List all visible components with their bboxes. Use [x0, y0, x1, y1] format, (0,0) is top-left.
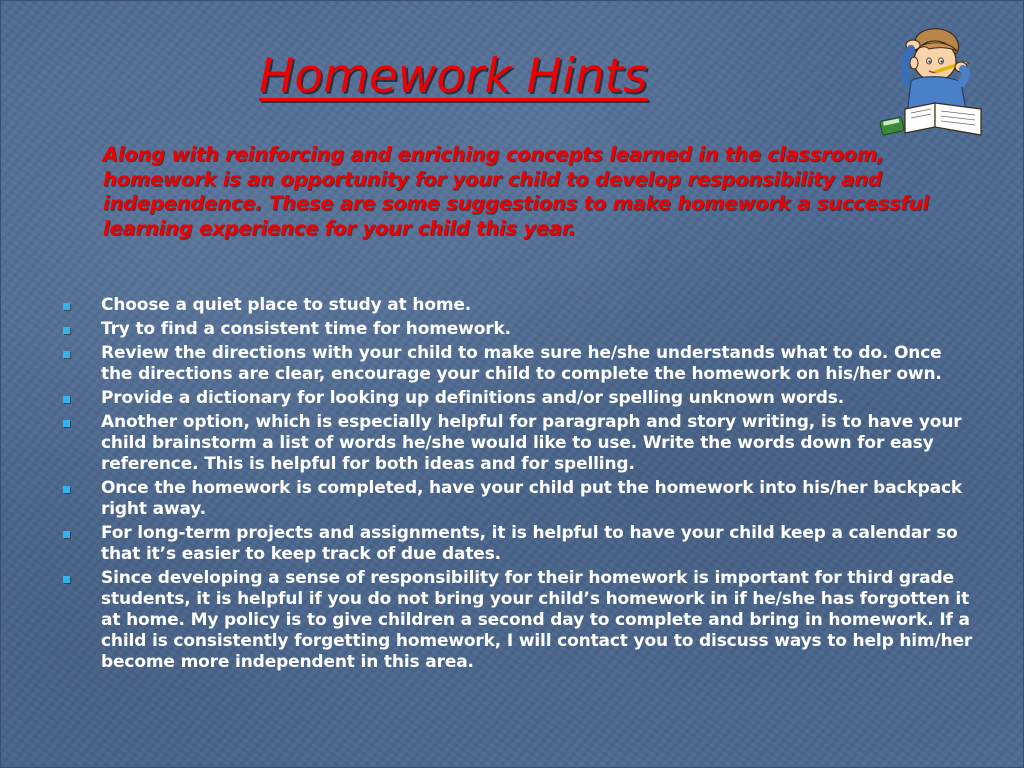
- list-item-text: Try to find a consistent time for homework.: [101, 319, 511, 339]
- square-bullet-icon: [63, 303, 70, 310]
- list-item: [63, 568, 978, 673]
- list-item: [63, 295, 978, 316]
- list-item: [63, 478, 978, 520]
- child-doing-homework-icon: [877, 23, 993, 139]
- list-item: [63, 412, 978, 475]
- list-item: [63, 388, 978, 409]
- list-item-text: Another option, which is especially helpful for paragraph and story writing, is to have your child brainstorm a list of words he/she would like to use. Write the words down for easy reference. This is helpful for both ideas and for spelling.: [101, 412, 962, 474]
- slide-title: Homework Hints: [259, 49, 648, 104]
- hints-list: [63, 295, 978, 676]
- child-doing-homework-icon-drawing: [877, 23, 993, 139]
- square-bullet-icon: [63, 486, 70, 493]
- square-bullet-icon: [63, 420, 70, 427]
- square-bullet-icon: [63, 351, 70, 358]
- list-item: [63, 523, 978, 565]
- intro-paragraph: Along with reinforcing and enriching concepts learned in the classroom, homework is an opportunity for your child to develop responsibility and independence. These are some suggestions to make homework a successful learning experience for your child this year.: [103, 143, 929, 240]
- square-bullet-icon: [63, 396, 70, 403]
- list-item-text: For long-term projects and assignments, it is helpful to have your child keep a calendar so that it’s easier to keep track of due dates.: [101, 523, 958, 564]
- list-item-text: Provide a dictionary for looking up definitions and/or spelling unknown words.: [101, 388, 845, 408]
- list-item: [63, 319, 978, 340]
- list-item-text: Since developing a sense of responsibility for their homework is important for third grade students, it is helpful if you do not bring your child’s homework in if he/she has forgotten it at home. My policy is to give children a second day to complete and bring in homework. If a child is consistently forgetting homework, I will contact you to discuss ways to help him/her become more independent in this area.: [101, 568, 973, 672]
- square-bullet-icon: [63, 327, 70, 334]
- square-bullet-icon: [63, 576, 70, 583]
- list-item-text: Once the homework is completed, have your child put the homework into his/her backpack right away.: [101, 478, 963, 519]
- list-item-text: Choose a quiet place to study at home.: [101, 295, 472, 315]
- list-item: [63, 343, 978, 385]
- list-item-text: Review the directions with your child to make sure he/she understands what to do. Once the directions are clear, encourage your child to complete the homework on his/her own.: [101, 343, 942, 384]
- square-bullet-icon: [63, 531, 70, 538]
